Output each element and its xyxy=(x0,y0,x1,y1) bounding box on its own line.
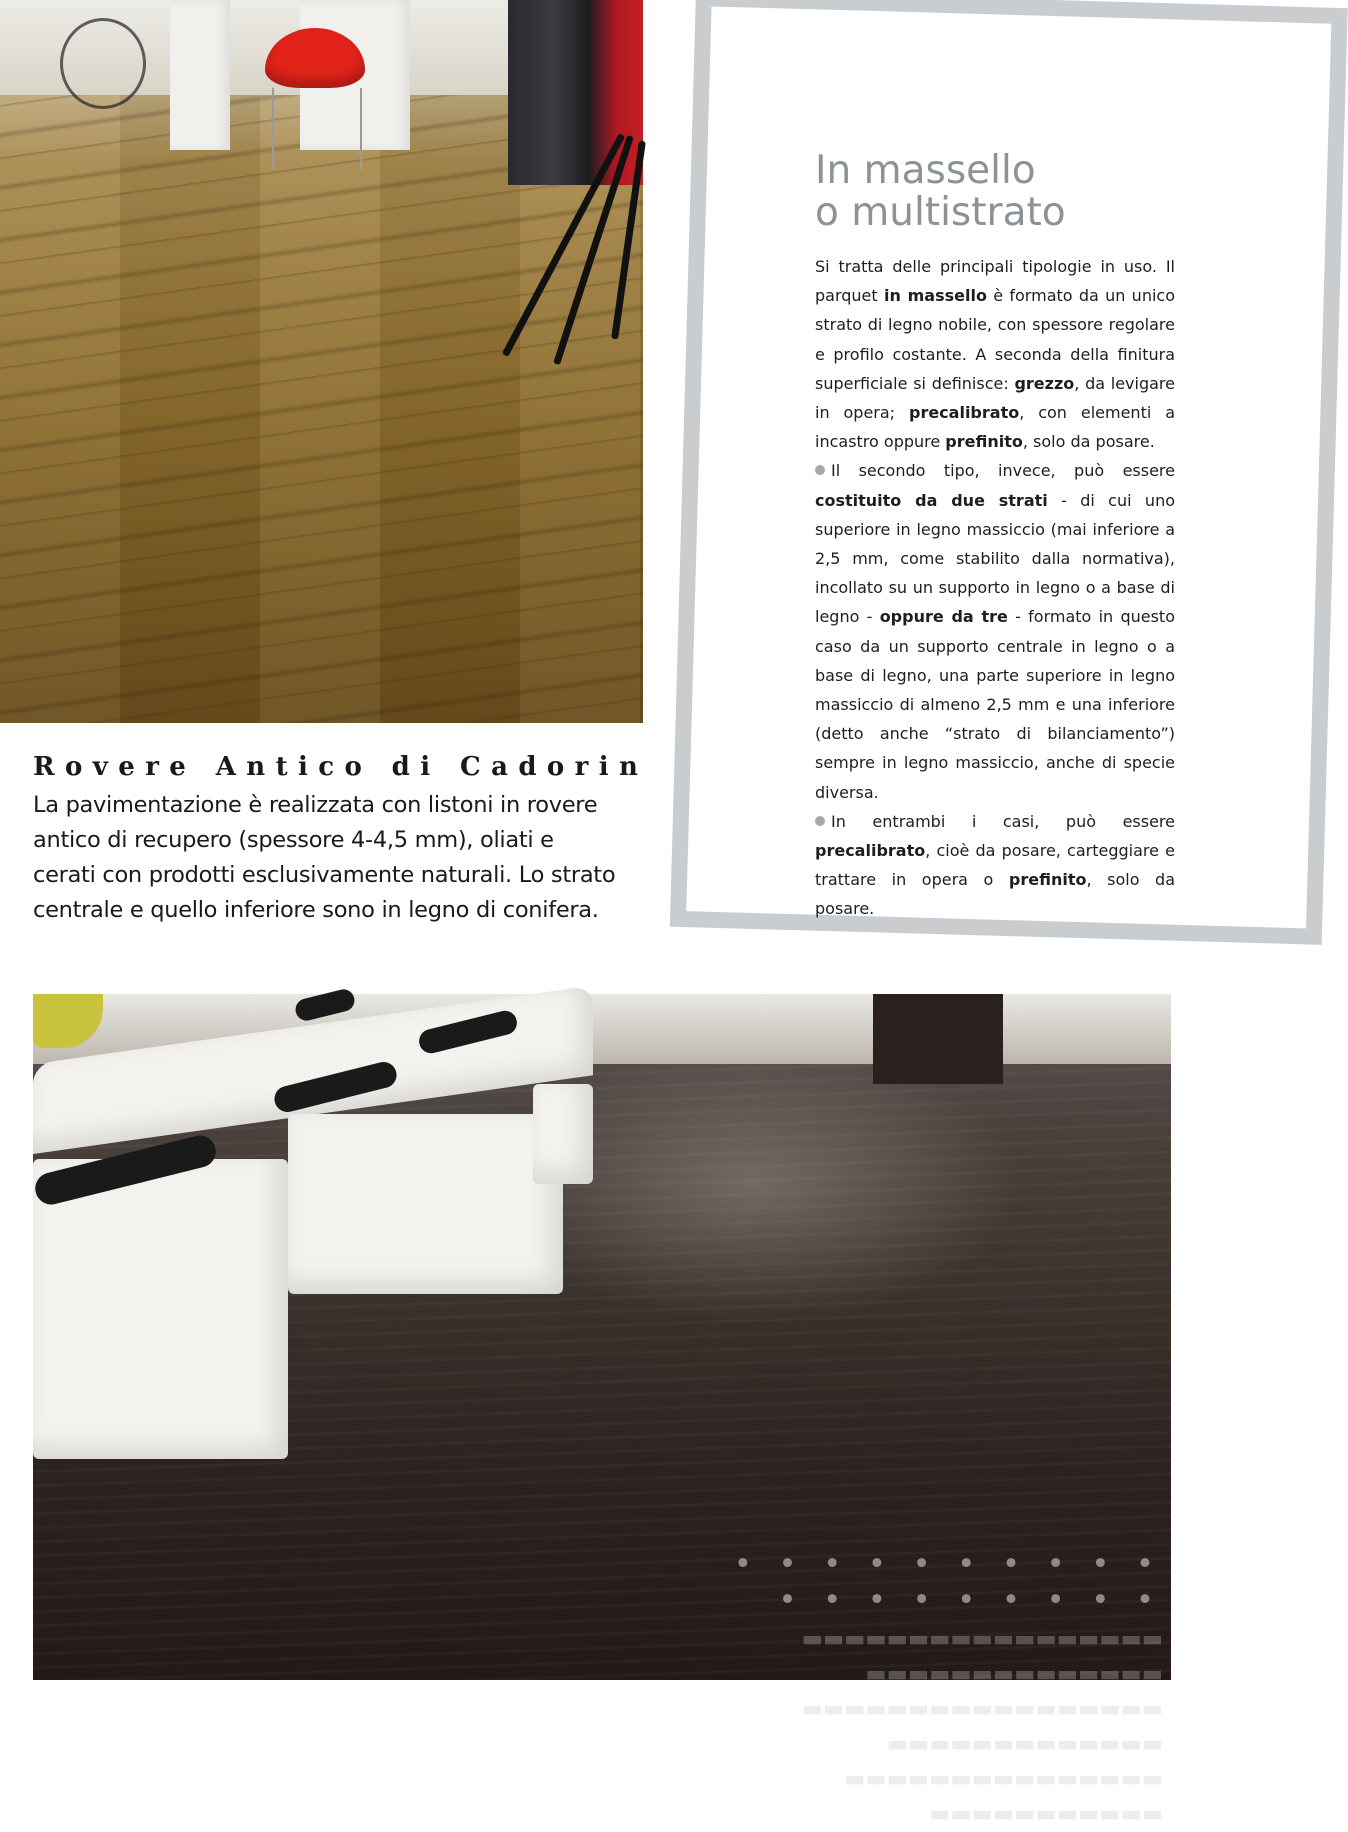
bold-run: in massello xyxy=(883,286,987,306)
text-run: Il secondo tipo, invece, può essere xyxy=(831,461,1175,481)
bold-run: grezzo xyxy=(1014,373,1075,393)
bold-run: precalibrato xyxy=(815,841,926,861)
text-run: Si tratta delle principali tipologie in uso. Il parquet xyxy=(815,257,1175,306)
bold-run: costituito da due strati xyxy=(815,490,1048,510)
text-run: - formato in questo caso da un supporto centrale in legno o a base di legno, una parte superiore in legno massiccio di almeno 2,5 mm e una inferiore (detto anche “strato di bilanciamento”) sempre in legno massiccio, anche di specie diversa. xyxy=(815,607,1175,802)
text-run: In entrambi i casi, può essere xyxy=(831,811,1175,831)
bold-run: precalibrato xyxy=(908,403,1020,423)
photo-dark-furniture xyxy=(873,994,1003,1084)
overlay-text-lines: ▬▬▬▬▬▬▬▬▬▬▬▬▬▬▬▬▬ ▬▬▬▬▬▬▬▬▬▬▬▬▬▬ ▬▬▬▬▬▬▬▬▬▬▬▬▬▬▬▬▬ ▬▬▬▬▬▬▬▬▬▬▬▬▬ ▬▬▬▬▬▬▬▬▬▬▬▬▬▬▬ ▬▬▬▬▬▬▬▬▬▬▬ xyxy=(801,1626,1163,1827)
photo-sofa-section xyxy=(288,1114,563,1294)
photo-sofa-end xyxy=(533,1084,593,1184)
sidebar-paragraph-2 xyxy=(815,456,1175,806)
text-run: , solo da posare. xyxy=(815,870,1176,919)
photo-pillar xyxy=(170,0,230,150)
bold-run: prefinito xyxy=(1008,870,1087,890)
text-run: è formato da un unico strato di legno nobile, con spessore regolare e profilo costante. A seconda della finitura superficiale si definisce: xyxy=(815,286,1175,393)
photo-sofa-section xyxy=(33,1159,288,1459)
bold-run: oppure da tre xyxy=(879,607,1008,627)
overlay-title-dots: • • • • • • • • • • • • • • • • • • • xyxy=(734,1549,1163,1614)
photo-oak-floor xyxy=(0,0,643,723)
sidebar-paragraph-1 xyxy=(815,252,1175,456)
caption-text: La pavimentazione è realizzata con listoni in rovere antico di recupero (spessore 4-4,5 mm), oliati e cerati con prodotti esclusivamente naturali. Lo strato centrale e quello inferiore sono in legno di conifera. xyxy=(33,792,616,923)
text-run: , da levigare in opera; xyxy=(815,373,1175,423)
sidebar-title-line2: o multistrato xyxy=(815,190,1066,235)
caption-title: Rovere Antico di Cadorin xyxy=(33,752,649,782)
bold-run: prefinito xyxy=(945,432,1023,452)
photo-overlay-text xyxy=(673,1546,1163,1832)
text-run: , cioè da posare, carteggiare e trattare in opera o xyxy=(815,841,1175,890)
photo-caption xyxy=(33,752,649,928)
photo-bicycle xyxy=(60,18,146,109)
bullet-dot-icon xyxy=(815,816,825,826)
photo-chair-legs xyxy=(272,88,362,170)
bullet-dot-icon xyxy=(815,465,825,475)
sidebar-title xyxy=(815,150,1175,234)
text-run: , solo da posare. xyxy=(1022,432,1155,452)
photo-dark-floor xyxy=(33,994,1171,1827)
sidebar-column xyxy=(815,150,1175,924)
sidebar-title-line1: In massello xyxy=(815,148,1036,193)
text-run: - di cui uno superiore in legno massiccio (mai inferiore a 2,5 mm, come stabilito dalla normativa), incollato su un supporto in legno o a base di legno - xyxy=(815,490,1175,627)
text-run: , con elementi a incastro oppure xyxy=(815,403,1175,452)
sidebar-paragraph-3 xyxy=(815,807,1175,924)
